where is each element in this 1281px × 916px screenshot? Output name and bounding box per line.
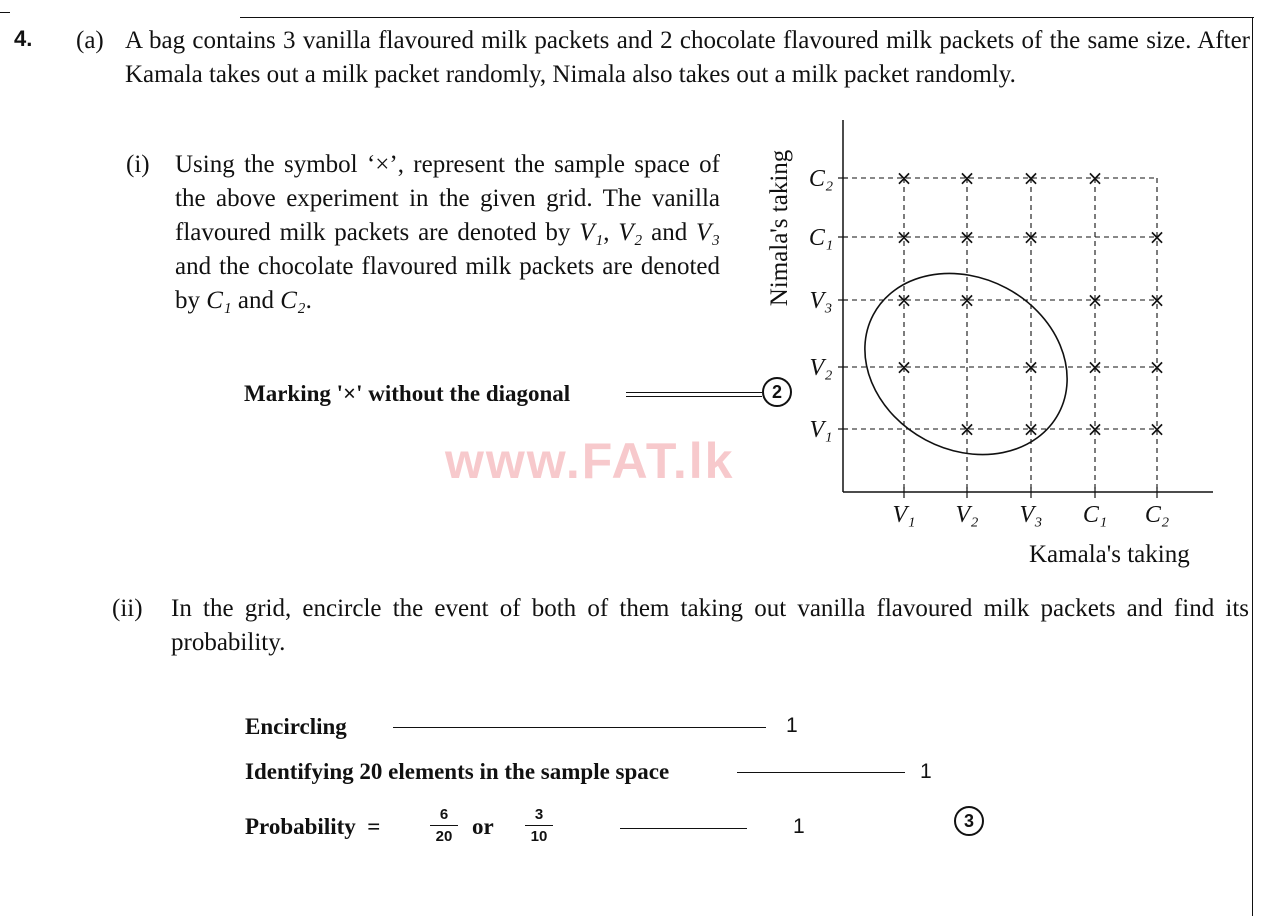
fraction-2-denominator: 10 — [530, 828, 548, 845]
grid-lines — [838, 178, 1157, 498]
identifying-marks: 1 — [920, 760, 932, 783]
symbol-v2: V₂ — [618, 219, 643, 246]
y-tick-label: V₃ — [809, 288, 833, 314]
part-ii-text: In the grid, encircle the event of both of them taking out vanilla flavoured milk packets and find its probability. — [171, 595, 1249, 656]
and-2: and — [231, 287, 281, 314]
encircling-text: Encircling — [245, 714, 347, 739]
y-tick-label: V₂ — [809, 355, 833, 381]
encircling-leader — [393, 727, 766, 728]
part-i-end: . — [305, 287, 312, 314]
sample-point-mark: × — [1022, 355, 1040, 379]
separator-1: , — [603, 219, 619, 246]
sample-point-mark: × — [1086, 417, 1104, 441]
question-number: 4. — [14, 26, 33, 51]
symbol-v1: V₁ — [579, 219, 604, 246]
sample-point-mark: × — [1022, 225, 1040, 249]
y-tick-label: C₁ — [808, 225, 834, 251]
probability-marks: 1 — [793, 815, 805, 838]
sample-point-mark: × — [1148, 355, 1166, 379]
sample-point-mark: × — [958, 417, 976, 441]
sample-point-mark: × — [895, 288, 913, 312]
sample-point-mark: × — [1148, 225, 1166, 249]
sample-point-mark: × — [958, 288, 976, 312]
sample-point-mark: × — [1148, 288, 1166, 312]
sample-point-mark: × — [1022, 166, 1040, 190]
fraction-1-bar — [430, 825, 458, 826]
watermark: www.FAT.lk — [445, 433, 735, 489]
sample-point-mark: × — [1086, 166, 1104, 190]
y-tick-label: C₂ — [808, 166, 834, 192]
sample-point-mark: × — [1086, 288, 1104, 312]
part-i-text-2: and the chocolate flavoured milk packets are denoted by — [175, 253, 720, 314]
y-axis-label: Nimala's taking — [766, 149, 793, 307]
symbol-c1: C₁ — [206, 287, 232, 314]
fraction-6-20 — [430, 806, 458, 845]
sample-point-mark: × — [1086, 355, 1104, 379]
and-1: and — [642, 219, 697, 246]
sample-point-mark: × — [895, 225, 913, 249]
sample-point-mark: × — [1148, 417, 1166, 441]
encircling-marks: 1 — [786, 714, 798, 737]
part-a-text: A bag contains 3 vanilla flavoured milk packets and 2 chocolate flavoured milk packets of the same size. After Kamala takes out a milk packet randomly, Nimala also takes out a milk packet randomly. — [125, 27, 1250, 88]
sample-point-mark: × — [958, 166, 976, 190]
marking-i-total-marks: 2 — [762, 377, 792, 407]
part-a-label: (a) — [76, 27, 104, 54]
x-tick-label: V₁ — [892, 502, 916, 528]
x-axis-label: Kamala's taking — [1029, 541, 1190, 568]
or-text: or — [472, 814, 494, 839]
y-axis-label-box — [760, 136, 800, 320]
marking-i-text: Marking '×' without the diagonal — [244, 381, 571, 406]
x-tick-label: V₂ — [955, 502, 979, 528]
y-tick-label: V₁ — [809, 417, 833, 443]
sample-point-mark: × — [895, 355, 913, 379]
sample-point-mark: × — [1022, 417, 1040, 441]
fraction-3-10 — [525, 806, 553, 845]
x-tick-label: C₂ — [1144, 502, 1170, 528]
probability-leader — [620, 828, 747, 829]
x-tick-label: V₃ — [1019, 502, 1043, 528]
sample-point-mark: × — [895, 166, 913, 190]
symbol-c2: C₂ — [280, 287, 306, 314]
fraction-2-numerator: 3 — [534, 806, 544, 823]
fraction-2-bar — [525, 825, 553, 826]
part-ii-label: (ii) — [112, 595, 143, 622]
fraction-1-numerator: 6 — [439, 806, 449, 823]
identifying-text: Identifying 20 elements in the sample space — [245, 759, 670, 784]
symbol-v3: V₃ — [696, 219, 721, 246]
sample-point-mark: × — [958, 225, 976, 249]
marking-ii-total-marks: 3 — [954, 806, 984, 836]
event-circle — [833, 239, 1099, 489]
tick-labels — [809, 166, 1169, 528]
fraction-1-denominator: 20 — [435, 828, 453, 845]
part-i-label: (i) — [126, 151, 150, 178]
probability-label: Probability = — [245, 814, 381, 839]
part-i-text-1: Using the symbol ‘×’, represent the sample space of the above experiment in the given grid. The vanilla flavoured milk packets are denoted by — [175, 151, 720, 246]
identifying-leader — [737, 772, 905, 773]
x-tick-label: C₁ — [1082, 502, 1108, 528]
